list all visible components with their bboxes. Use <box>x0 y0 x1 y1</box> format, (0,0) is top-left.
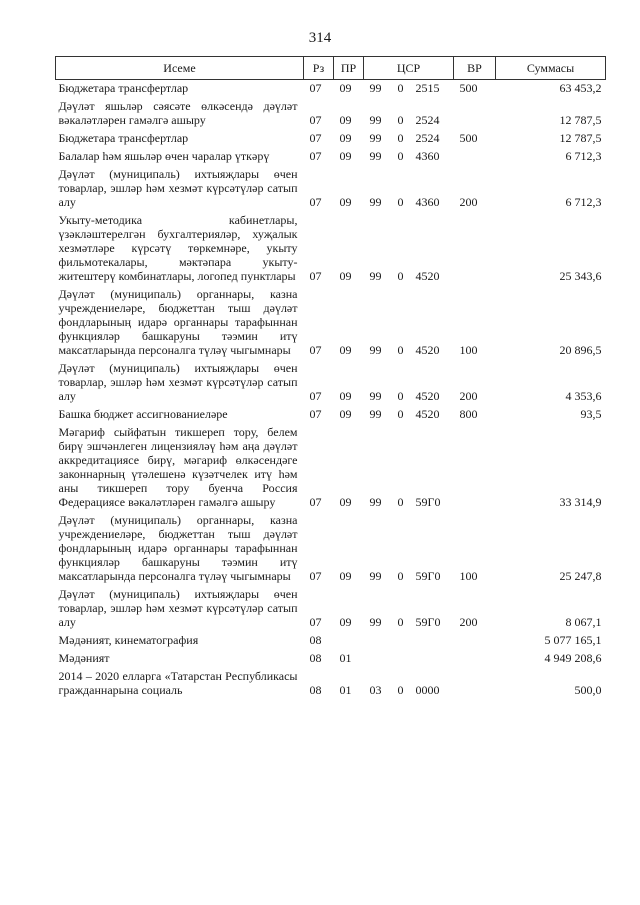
row-name: Мәгариф сыйфатын тикшереп тору, белем бирү эшчәнлеген лицензияләү һәм аңа дәүләт аккредитациясе бирү, мәгариф өлкәсендәге законнарның үтәлешенә күзәтчелек итү һәм аны тикшереп тору буенча Россия Федерациясе вәкаләтләрен гамәлгә ашыру <box>58 425 298 509</box>
row-csr-1: 99 <box>369 131 382 145</box>
row-csr-3: 4360 <box>415 149 440 163</box>
row-pr: 09 <box>339 615 352 629</box>
header-rz: Рз <box>304 57 334 80</box>
row-sum: 25 247,8 <box>559 569 602 583</box>
row-vr <box>454 632 496 650</box>
row-name: Бюджетара трансфертлар <box>58 131 189 145</box>
row-vr: 500 <box>459 81 478 95</box>
row-sum: 8 067,1 <box>565 615 602 629</box>
row-rz: 07 <box>309 569 322 583</box>
row-csr-3: 59Г0 <box>415 615 441 629</box>
row-pr: 09 <box>339 407 352 421</box>
row-csr-1: 03 <box>369 683 382 697</box>
row-vr: 100 <box>459 343 478 357</box>
row-name: Мәдәният <box>58 651 110 665</box>
row-name: Укыту-методика кабинетлары, үзәкләштерелгән бухгалтерияләр, хуҗалык хезмәтләре күрсәтү төркемнәре, укыту фильмотекалары, мәктәпара укыту-житештерү комбинатлары, логопед пунктлары <box>58 213 298 283</box>
row-rz: 08 <box>309 633 322 647</box>
row-pr: 09 <box>339 195 352 209</box>
row-csr-2: 0 <box>397 683 404 697</box>
row-csr-2: 0 <box>397 569 404 583</box>
table-header <box>56 57 606 80</box>
table-row <box>56 512 606 586</box>
row-sum: 93,5 <box>580 407 602 421</box>
row-csr-3: 2515 <box>415 81 440 95</box>
row-rz: 07 <box>309 131 322 145</box>
row-csr-2: 0 <box>397 149 404 163</box>
row-csr-1: 99 <box>369 195 382 209</box>
row-csr-1: 99 <box>369 149 382 163</box>
row-rz: 07 <box>309 495 322 509</box>
row-pr: 09 <box>339 569 352 583</box>
row-vr <box>454 424 496 512</box>
row-name: Башка бюджет ассигнованиеләре <box>58 407 228 421</box>
row-name: Дәүләт (муниципаль) ихтыяҗлары өчен товарлар, эшләр һәм хезмәт күрсәтүләр сатып алу <box>58 587 298 629</box>
table-row <box>56 360 606 406</box>
row-sum: 6 712,3 <box>565 195 602 209</box>
table-row <box>56 650 606 668</box>
row-csr-3: 4520 <box>415 269 440 283</box>
row-vr <box>454 212 496 286</box>
header-vr: ВР <box>454 57 496 80</box>
row-csr-2 <box>392 650 410 668</box>
row-csr-3 <box>410 632 454 650</box>
row-csr-2: 0 <box>397 495 404 509</box>
row-sum: 4 353,6 <box>565 389 602 403</box>
row-vr: 200 <box>459 615 478 629</box>
table-row <box>56 424 606 512</box>
row-pr: 01 <box>339 683 352 697</box>
row-sum: 33 314,9 <box>559 495 602 509</box>
row-sum: 4 949 208,6 <box>544 651 602 665</box>
row-rz: 07 <box>309 343 322 357</box>
row-csr-2: 0 <box>397 407 404 421</box>
row-csr-3: 0000 <box>415 683 440 697</box>
row-rz: 07 <box>309 81 322 95</box>
row-csr-1: 99 <box>369 615 382 629</box>
table-row <box>56 286 606 360</box>
row-csr-1 <box>364 632 392 650</box>
row-pr: 01 <box>339 651 352 665</box>
row-csr-1: 99 <box>369 407 382 421</box>
row-csr-2 <box>392 632 410 650</box>
row-csr-3: 2524 <box>415 131 440 145</box>
table-row <box>56 586 606 632</box>
row-csr-2: 0 <box>397 389 404 403</box>
budget-table <box>55 56 606 700</box>
header-sum: Суммасы <box>496 57 606 80</box>
row-vr: 800 <box>459 407 478 421</box>
row-vr <box>454 668 496 700</box>
row-rz: 08 <box>309 651 322 665</box>
row-sum: 500,0 <box>574 683 602 697</box>
row-name: Мәдәният, кинематография <box>58 633 199 647</box>
row-vr <box>454 650 496 668</box>
table-row <box>56 130 606 148</box>
row-csr-1: 99 <box>369 569 382 583</box>
row-rz: 07 <box>309 389 322 403</box>
row-name: Дәүләт (муниципаль) ихтыяҗлары өчен товарлар, эшләр һәм хезмәт күрсәтүләр сатып алу <box>58 361 298 403</box>
row-csr-3: 59Г0 <box>415 569 441 583</box>
row-rz: 07 <box>309 407 322 421</box>
table-row <box>56 406 606 424</box>
row-csr-3: 2524 <box>415 113 440 127</box>
row-csr-1: 99 <box>369 81 382 95</box>
row-csr-3: 4360 <box>415 195 440 209</box>
row-rz: 07 <box>309 615 322 629</box>
row-pr: 09 <box>339 81 352 95</box>
header-name: Исеме <box>56 57 304 80</box>
table-row <box>56 148 606 166</box>
row-vr: 500 <box>459 131 478 145</box>
row-vr: 200 <box>459 389 478 403</box>
row-pr: 09 <box>339 131 352 145</box>
row-name: Бюджетара трансфертлар <box>58 81 189 95</box>
row-name: Дәүләт яшьләр сәясәте өлкәсендә дәүләт вәкаләтләрен гамәлгә ашыру <box>58 99 298 127</box>
row-csr-3: 59Г0 <box>415 495 441 509</box>
row-csr-3 <box>410 650 454 668</box>
row-sum: 20 896,5 <box>559 343 602 357</box>
row-csr-3: 4520 <box>415 389 440 403</box>
table-row <box>56 212 606 286</box>
row-name: Дәүләт (муниципаль) ихтыяҗлары өчен товарлар, эшләр һәм хезмәт күрсәтүләр сатып алу <box>58 167 298 209</box>
row-pr: 09 <box>339 389 352 403</box>
table-row <box>56 668 606 700</box>
row-csr-2: 0 <box>397 195 404 209</box>
row-csr-3: 4520 <box>415 407 440 421</box>
row-rz: 07 <box>309 113 322 127</box>
row-vr <box>454 148 496 166</box>
table-row <box>56 80 606 99</box>
row-csr-2: 0 <box>397 343 404 357</box>
row-sum: 63 453,2 <box>559 81 602 95</box>
row-csr-1 <box>364 650 392 668</box>
row-pr <box>334 632 364 650</box>
row-name: Дәүләт (муниципаль) органнары, казна учреждениеләре, бюджеттан тыш дәүләт фондларының идарә органнары тарафыннан функцияләр башкаруны тәэмин итү максатларында персоналга түләү чыгымнары <box>58 287 298 357</box>
row-rz: 07 <box>309 149 322 163</box>
row-csr-2: 0 <box>397 113 404 127</box>
table-row <box>56 98 606 130</box>
row-sum: 6 712,3 <box>565 149 602 163</box>
row-pr: 09 <box>339 269 352 283</box>
row-pr: 09 <box>339 343 352 357</box>
row-rz: 08 <box>309 683 322 697</box>
table-row <box>56 166 606 212</box>
row-csr-1: 99 <box>369 495 382 509</box>
row-csr-1: 99 <box>369 389 382 403</box>
row-csr-2: 0 <box>397 269 404 283</box>
row-rz: 07 <box>309 195 322 209</box>
row-vr <box>454 98 496 130</box>
row-name: Дәүләт (муниципаль) органнары, казна учреждениеләре, бюджеттан тыш дәүләт фондларының идарә органнары тарафыннан функцияләр башкаруны тәэмин итү максатларында персоналга түләү чыгымнары <box>58 513 298 583</box>
row-sum: 12 787,5 <box>559 113 602 127</box>
row-csr-3: 4520 <box>415 343 440 357</box>
row-vr: 100 <box>459 569 478 583</box>
row-csr-1: 99 <box>369 343 382 357</box>
row-pr: 09 <box>339 149 352 163</box>
row-csr-2: 0 <box>397 615 404 629</box>
header-pr: ПР <box>334 57 364 80</box>
row-name: Балалар һәм яшьләр өчен чаралар үткәрү <box>58 149 270 163</box>
row-pr: 09 <box>339 495 352 509</box>
row-pr: 09 <box>339 113 352 127</box>
row-name: 2014 – 2020 елларга «Татарстан Республикасы гражданнарына социаль <box>58 669 298 697</box>
row-csr-2: 0 <box>397 81 404 95</box>
row-rz: 07 <box>309 269 322 283</box>
row-csr-2: 0 <box>397 131 404 145</box>
row-sum: 25 343,6 <box>559 269 602 283</box>
row-csr-1: 99 <box>369 269 382 283</box>
page-number: 314 <box>308 30 332 46</box>
row-csr-1: 99 <box>369 113 382 127</box>
table-row <box>56 632 606 650</box>
row-vr: 200 <box>459 195 478 209</box>
table-body <box>56 80 606 701</box>
header-csr: ЦСР <box>364 57 454 80</box>
row-sum: 12 787,5 <box>559 131 602 145</box>
row-sum: 5 077 165,1 <box>544 633 602 647</box>
